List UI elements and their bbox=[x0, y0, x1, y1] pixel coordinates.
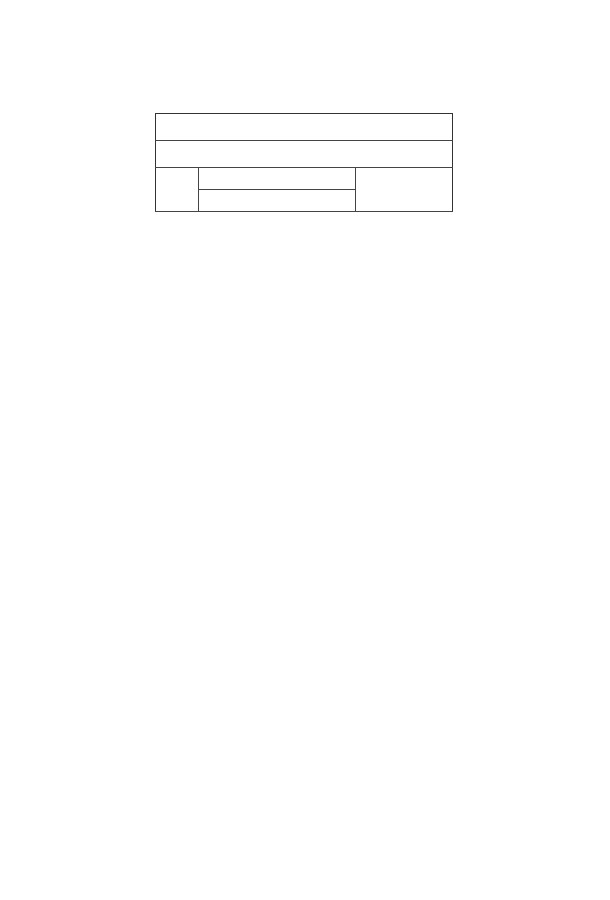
col-true-header bbox=[355, 168, 452, 212]
col-xn-header bbox=[156, 168, 199, 212]
problem-row bbox=[156, 141, 453, 168]
col-h-header bbox=[198, 168, 355, 190]
problem-statement bbox=[36, 518, 574, 530]
method-row bbox=[156, 114, 453, 141]
results-table bbox=[155, 113, 453, 212]
col-yn-header bbox=[284, 190, 356, 212]
running-header bbox=[36, 38, 574, 54]
col-pyn-header bbox=[198, 190, 284, 212]
header-row-1 bbox=[156, 168, 453, 190]
